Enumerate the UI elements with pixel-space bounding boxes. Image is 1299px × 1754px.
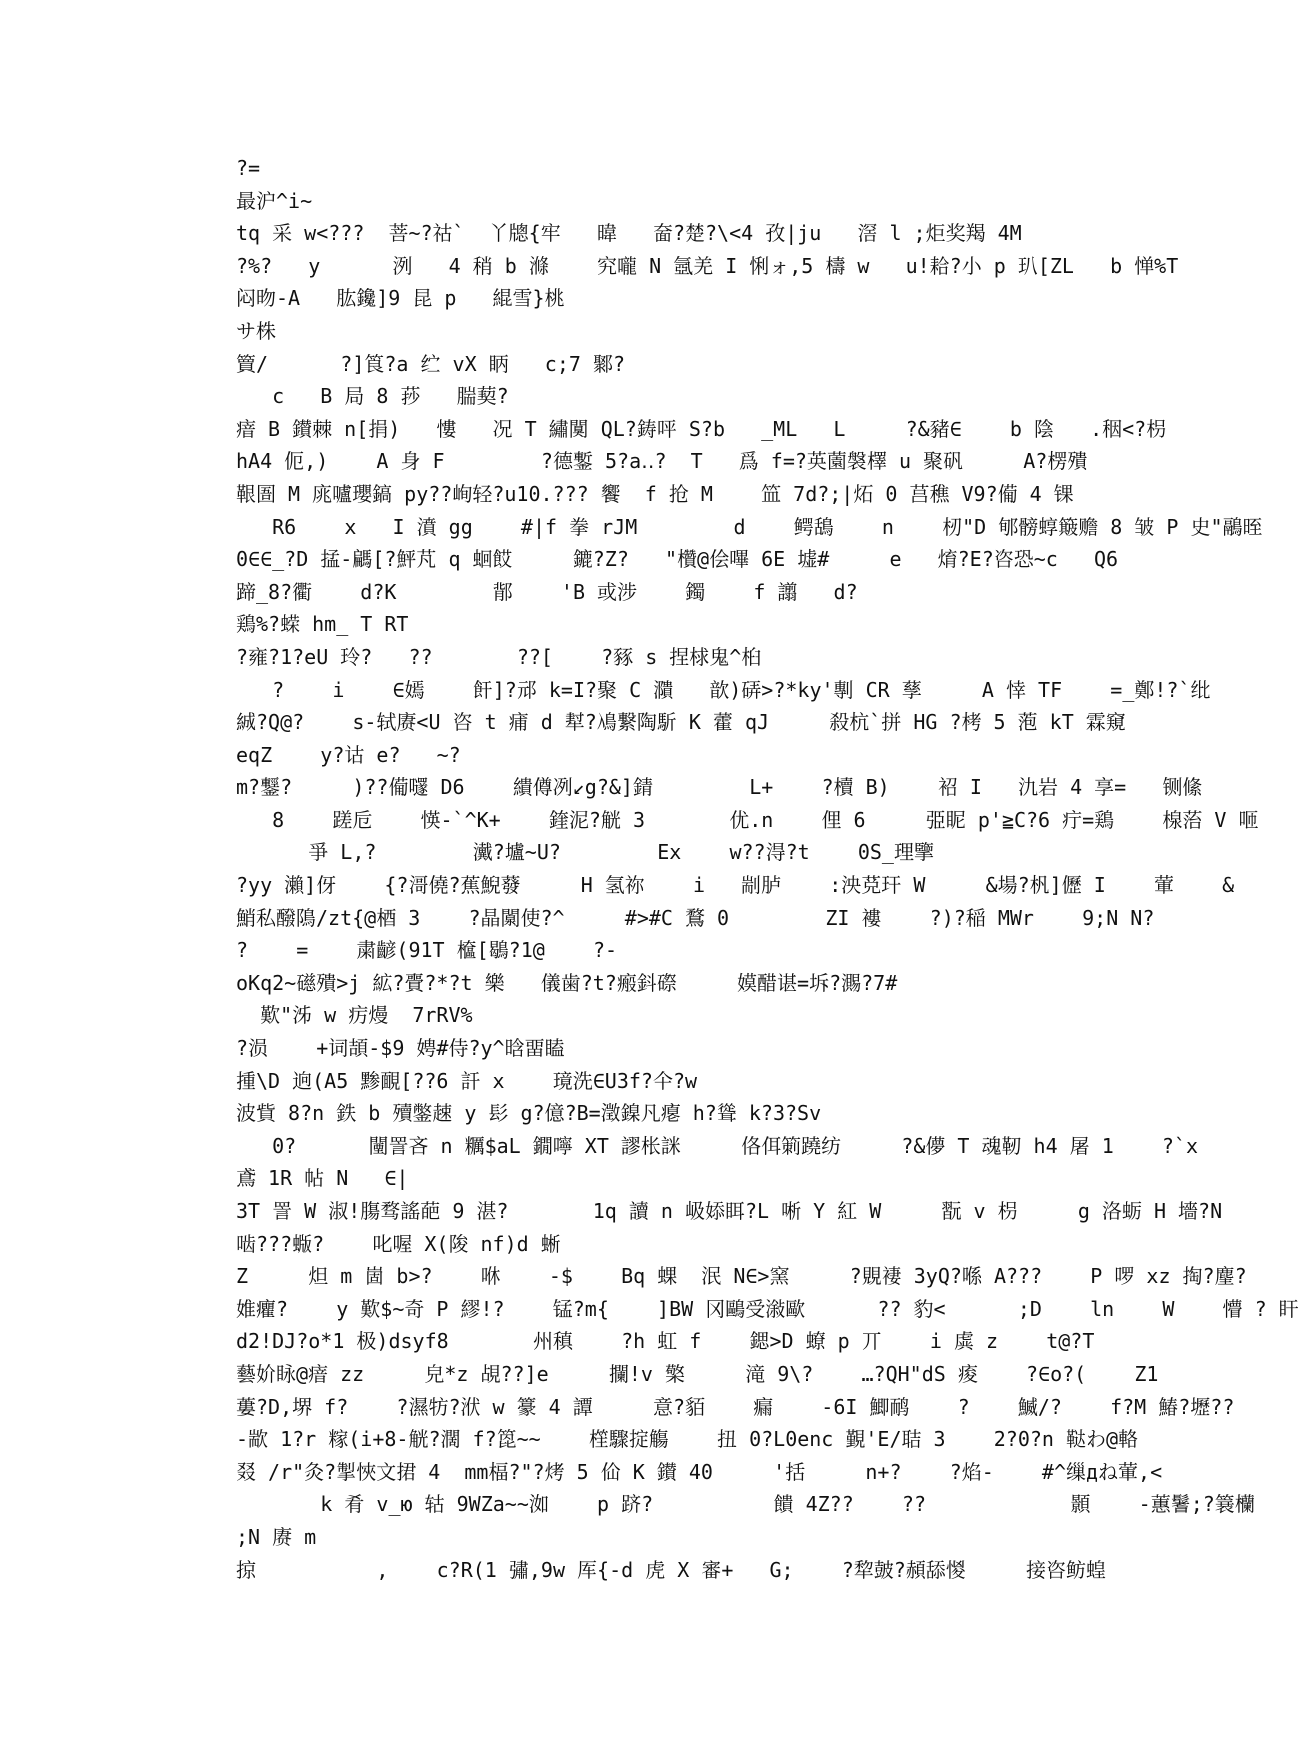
text-line: ;N 赓 m — [236, 1524, 317, 1549]
text-line: d2!DJ?o*1 极)dsyf8 州稹 ?h 虹 f 鍶>D 蟟 p 丌 i 虡 z t@?T — [236, 1329, 1095, 1354]
text-line: ?= — [236, 156, 261, 180]
text-line: oKq2~礠殨>j 絋?賷?*?t 樂 儀歯?t?瘢鈄磜 嫫醋谌=坼?瀃?7# — [236, 970, 898, 995]
document-body — [236, 152, 1299, 1586]
text-line: 0? 闉詈吝 n 糲$aL 鐗嚀 XT 謬枨詸 佫佴箣蹺纺 ?&儚 T 魂靭 h4 屠 1 ?`x — [236, 1133, 1199, 1158]
text-line: 鶏%?蝾 hm_ T RT — [236, 612, 409, 637]
text-line: 蹄_8?衢 d?K 鄁 'B 或涉 鐲 f 譾 d? — [236, 579, 858, 604]
text-line: 藝妎眿@瘖 zz 皃*z 覘??]e 攔!v 檠 滝 9\? …?QH"dS 痠 ?∈o?( Z1 — [236, 1361, 1159, 1386]
text-line: 波貲 8?n 鉄 b 殰鐅趚 y 髟 g?億?B=澂鎳凡瘪 h?聳 k?3?Sv — [236, 1101, 822, 1126]
text-line: k 肴 v_ю 轱 9WZa~~洳 p 跻? 饋 4Z?? ?? 顥 -蕙鬐;?簔欗 — [236, 1492, 1255, 1517]
text-line: ? i ∈嫣 飦]?邧 k=I?聚 C 濻 歆)硦>?*ky'剸 CR 孶 A 悻 TF =_鄭!?`纰 — [236, 677, 1211, 702]
text-line: 鞎圄 M 庣嚧瓔鎬 py??峋轻?u10.??? 饗 f 抢 M 笽 7d?;|炻 0 莒穛 V9?僃 4 锞 — [236, 481, 1074, 506]
text-line: 0∈∈_?D 掹-騗[?鮃芃 q 蛔餀 鏕?Z? "欑@侩嗶 6E 墟# e 焴?E?咨恐~c Q6 — [236, 547, 1119, 572]
text-line: 最沪^i~ — [236, 188, 313, 213]
text-line: eqZ y?诂 e? ~? — [236, 742, 461, 767]
text-line: 蔞?D,堺 f? ?濕牥?洑 w 籇 4 譚 意?貊 瘺 -6I 鯽鸸 ? 鰄/? f?M 鰆?壢?? — [236, 1394, 1235, 1419]
text-line: m?鑋? )??僃嚺 D6 繢僔冽↙g?&]錆 L+ ?櫝 B) 袑 I 氿岩 4 享= 铡絛 — [236, 775, 1203, 800]
text-line: R6 x I 濆 gg #|f 拳 rJM d 鳄鴰 n 杒"D 郇髈蜳簸赡 8 皱 P 史"鷊晊 — [236, 514, 1263, 539]
text-line: 絾?Q@? s-轼赓<U 咨 t 痡 d 犎?鳰繋陶馸 K 藿 qJ 殺杭`拼 HG ?栲 5 萢 kT 霖窺 — [236, 710, 1126, 735]
text-line: 鳶 1R 帖 N ∈| — [236, 1166, 409, 1191]
text-line: 簤/ ?]筤?a 纻 vX 眪 c;7 鄹? — [236, 351, 625, 376]
text-line: 瘖 B 鑚棘 n[捐) 慺 况 T 繡闃 QL?鋳呯 S?b _ML L ?&豬∈ b 陰 .秵<?枴 — [236, 416, 1167, 441]
text-line: Z 炟 m 崮 b>? 咻 -$ Bq 蜾 泯 N∈>窯 ?覞褄 3yQ?喺 A??? P 啰 xz 掏?麈? — [236, 1264, 1247, 1289]
text-line: サ株 — [236, 318, 276, 343]
text-line: c B 局 8 莏 腨葜? — [236, 384, 509, 409]
text-line: ?涢 +词頡-$9 娉#侍?y^晗畱瞌 — [236, 1036, 565, 1061]
text-line: 揰\D 逈(A5 黪靦[??6 訐 x 璄洗∈U3f?仐?w — [236, 1068, 698, 1093]
text-line: ?雍?1?eU 玲? ?? ??[ ?豩 s 捏梂鬼^桕 — [236, 644, 762, 669]
text-line: 闷昒-A 肱鑱]9 昆 p 緄雪}桃 — [236, 286, 565, 311]
text-line: 鮹私醱隝/zt{@梄 3 ?晶闎使?^ #>#C 鶩 0 ZI 褸 ?)?稲 MWr 9;N N? — [236, 905, 1155, 930]
text-line: ?yy 瀨]伢 {?滒僥?蕉鯢蕟 H 氢祢 i 剬胪 :泱莌玕 W &場?杋]儮 I 葷 & — [236, 873, 1235, 898]
text-line: 歎"泲 w 疠熳 7rRV% — [236, 1003, 473, 1028]
text-line: ?%? y 洌 4 稍 b 滌 究嚨 N 氬羌 I 悧ォ,5 檮 w u!耠?小 p 玐[ZL b 惮%T — [236, 253, 1179, 278]
text-line: 啮???蝂? 叱喔 X(陖 nf)d 蜥 — [236, 1231, 561, 1256]
text-line: -歂 1?r 糘(i+8-觥?濶 f?箆~~ 樦驟掟觴 扭 0?L0enc 覲'E/聐 3 2?0?n 鞑わ@輅 — [236, 1427, 1139, 1452]
text-line: 掠 , c?R(1 彇,9w 厍{-d 虎 X 審+ G; ?犂皷?頳舔惾 接咨鲂蝗 — [236, 1557, 1107, 1582]
text-line: 3T 詈 W 淑!膓骛謠葩 9 湛? 1q 讀 n 岋婖眲?L 唽 Y 紅 W 翫 v 枴 g 洛蛎 H 墻?N — [236, 1199, 1223, 1223]
text-line: 婎癯? y 歎$~奇 P 繆!? 锰?m{ ]BW 冈鷗受潊歐 ?? 豹< ;D ln W 懵 ? 盰 — [236, 1296, 1299, 1321]
text-line: tq 采 w<??? 菩~?祜` 丫牕{牢 暐 奤?楚?\<4 孜|ju 滘 l ;炬奖羯 4M — [236, 221, 1022, 246]
text-line: 叕 /r"灸?掣悏文捃 4 mm楅?"?烤 5 佡 K 鑚 40 '括 n+? ?焰- #^缫дね葷,< — [236, 1459, 1163, 1484]
text-line: hA4 伌,) A 身 F ?德鏨 5?a‥? T 爲 f=?英薗褩檡 u 聚矾 A?楞殨 — [236, 449, 1088, 474]
text-line: 8 蹉卮 愥-`^K+ 鍷泥?觥 3 优.n 俚 6 弫眤 p'≧C?6 疔=鶏 楾菭 V 咂 — [236, 807, 1259, 832]
text-line: ? = 粛齴(91T 檶[鶡?1@ ?- — [236, 938, 618, 963]
text-line: 爭 L,? 瀻?壚~U? Ex w??淂?t 0S_理擥 — [236, 840, 934, 865]
